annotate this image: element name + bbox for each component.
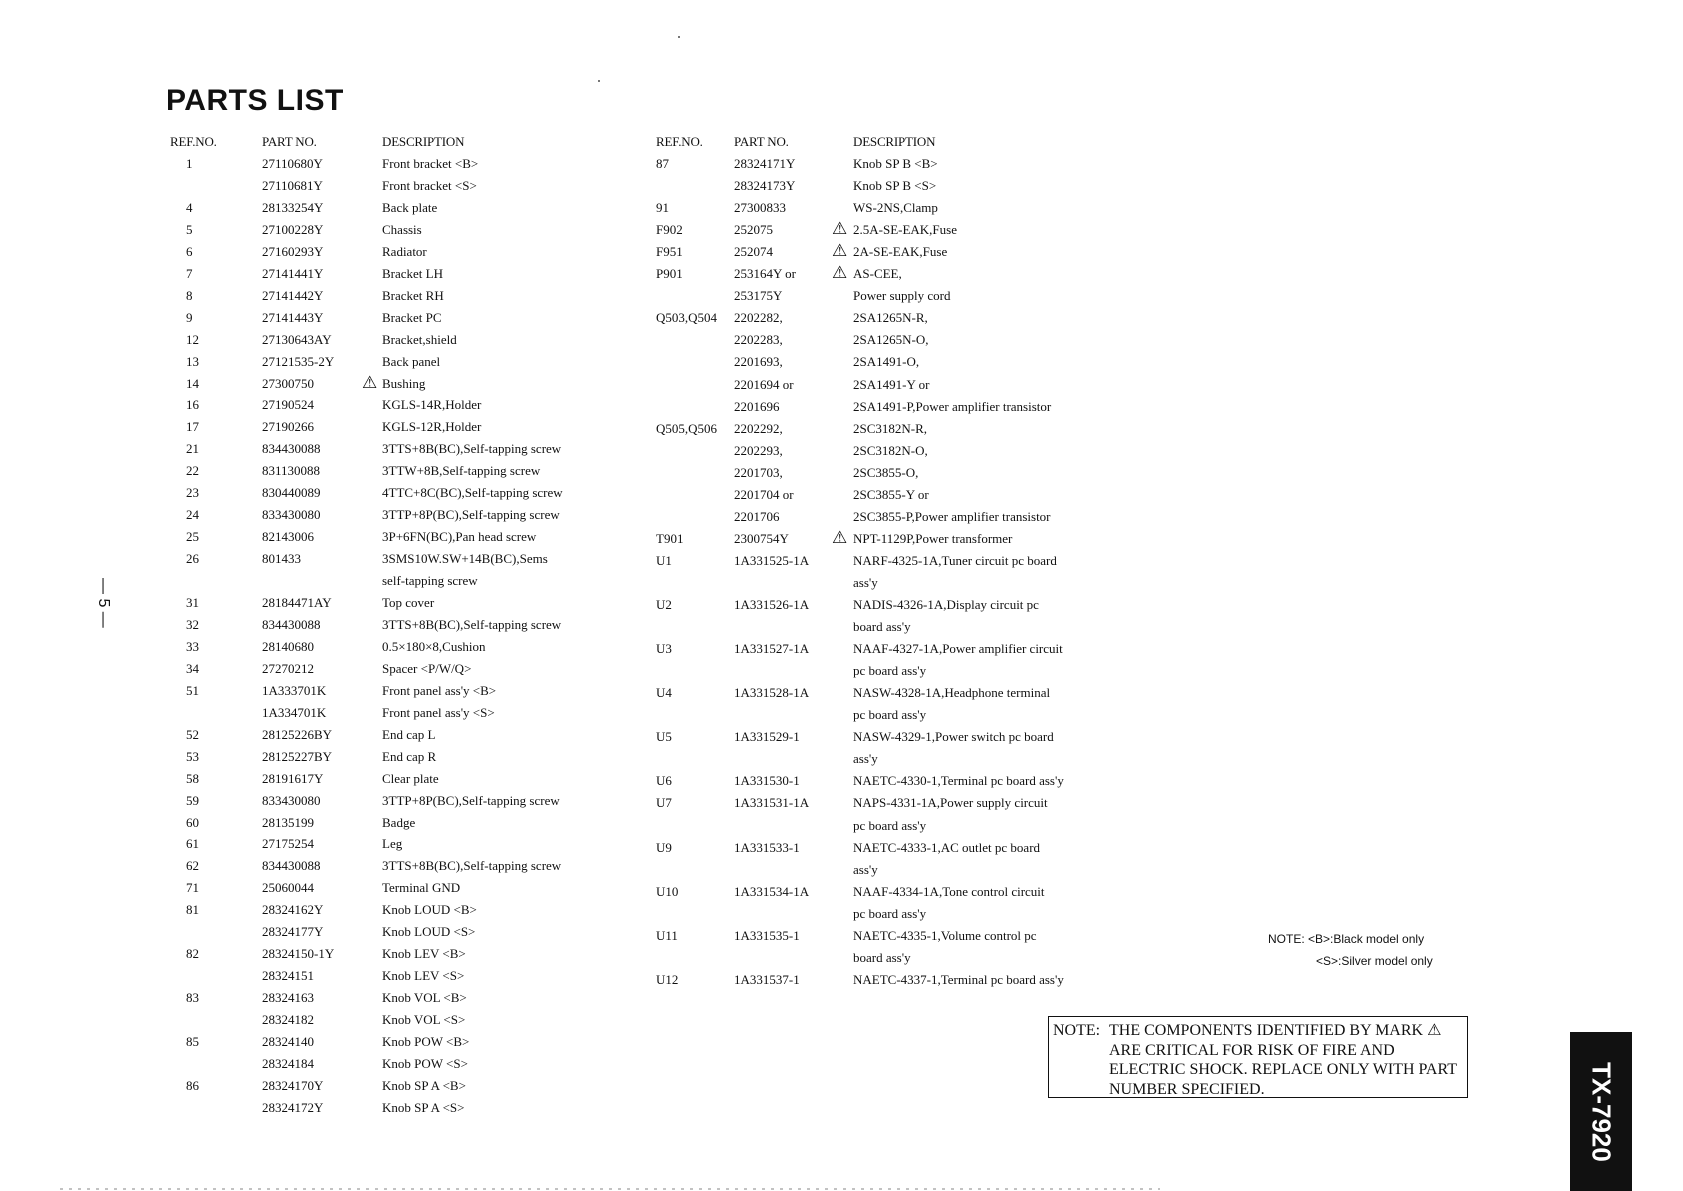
ref-no: 22: [186, 463, 199, 479]
description: Front panel ass'y <B>: [382, 682, 497, 698]
description: Power supply cord: [853, 288, 951, 304]
part-no: 2201706: [734, 508, 780, 524]
description: Leg: [382, 836, 403, 852]
model-note-silver: <S>:Silver model only: [1316, 954, 1433, 968]
part-no: 28324140: [262, 1034, 314, 1049]
part-no: 1A331535-1: [734, 927, 800, 943]
description: Knob SP A <S>: [382, 1099, 465, 1115]
description: Top cover: [382, 595, 435, 610]
description: 2SC3182N-O,: [853, 442, 928, 458]
ref-no: 58: [186, 770, 199, 786]
ref-no: 16: [186, 397, 199, 413]
part-no: 27190524: [262, 397, 314, 413]
warning-triangle-icon: ⚠: [832, 241, 848, 261]
header-ref-no: REF.NO.: [170, 134, 217, 149]
ref-no: 8: [186, 287, 193, 303]
part-no: 834430088: [262, 441, 321, 457]
description: Knob LOUD <B>: [382, 902, 477, 918]
part-no: 82143006: [262, 529, 314, 545]
ref-no: 13: [186, 353, 199, 369]
ref-no: 1: [186, 156, 193, 171]
scan-artifact: [60, 1188, 1160, 1190]
model-note-black: NOTE: <B>:Black model only: [1268, 932, 1425, 946]
warning-triangle-icon: ⚠: [832, 219, 848, 239]
part-no: 28125226BY: [262, 726, 333, 742]
description: Knob LEV <B>: [382, 946, 466, 962]
part-no: 28324162Y: [262, 902, 324, 918]
ref-no: 34: [186, 660, 199, 676]
description: 2SC3182N-R,: [853, 420, 928, 436]
part-no: 2202283,: [734, 332, 783, 348]
part-no: 28324172Y: [262, 1099, 324, 1115]
part-no: 28324150-1Y: [262, 946, 335, 962]
description: Knob SP A <B>: [382, 1077, 466, 1093]
part-no: 27100228Y: [262, 221, 324, 237]
description: NAETC-4333-1,AC outlet pc board: [853, 839, 1041, 855]
description: 2SA1491-P,Power amplifier transistor: [853, 398, 1052, 414]
warning-triangle-icon: ⚠: [832, 527, 848, 547]
part-no: 27175254: [262, 836, 314, 852]
part-no: 28324151: [262, 968, 314, 984]
description: 3P+6FN(BC),Pan head screw: [382, 529, 537, 545]
ref-no: U1: [656, 552, 672, 568]
part-no: 28324173Y: [734, 178, 796, 194]
part-no: 28324170Y: [262, 1077, 324, 1093]
part-no: 28184471AY: [262, 595, 332, 610]
part-no: 27110680Y: [262, 156, 323, 171]
description: Front bracket <B>: [382, 156, 479, 171]
description: NAAF-4334-1A,Tone control circuit: [853, 883, 1045, 899]
ref-no: 86: [186, 1077, 199, 1093]
description: NADIS-4326-1A,Display circuit pc: [853, 597, 1039, 612]
part-no: 27141442Y: [262, 287, 324, 303]
ref-no: U7: [656, 795, 672, 811]
ref-no: 60: [186, 814, 199, 830]
part-no: 27121535-2Y: [262, 353, 335, 369]
description: NAETC-4335-1,Volume control pc: [853, 927, 1037, 943]
description: 3TTS+8B(BC),Self-tapping screw: [382, 858, 562, 874]
part-no: 27110681Y: [262, 177, 323, 193]
part-no: 833430080: [262, 792, 321, 808]
safety-warning-box: [1048, 1016, 1468, 1098]
ref-no: 81: [186, 902, 199, 918]
ref-no: 23: [186, 485, 199, 501]
ref-no: P901: [656, 266, 683, 282]
description: pc board ass'y: [853, 707, 927, 723]
description: NAETC-4330-1,Terminal pc board ass'y: [853, 773, 1064, 789]
part-no: 252074: [734, 244, 773, 260]
part-no: 253175Y: [734, 288, 783, 304]
part-no: 253164Y or: [734, 266, 796, 282]
part-no: 25060044: [262, 880, 314, 896]
part-no: 831130088: [262, 463, 321, 479]
description: NASW-4329-1,Power switch pc board: [853, 729, 1054, 745]
ref-no: U9: [656, 839, 672, 855]
part-no: 2201693,: [734, 354, 783, 370]
ref-no: 5: [186, 221, 193, 237]
description: 3TTP+8P(BC),Self-tapping screw: [382, 507, 560, 523]
page-number: — 5 —: [95, 578, 112, 628]
description: ass'y: [853, 861, 878, 877]
part-no: 2201703,: [734, 464, 783, 480]
description: Bracket LH: [382, 265, 444, 281]
description: Badge: [382, 814, 416, 830]
part-no: 2300754Y: [734, 530, 789, 546]
description: Radiator: [382, 243, 427, 259]
description: 3SMS10W.SW+14B(BC),Sems: [382, 551, 548, 567]
ref-no: F902: [656, 222, 683, 238]
part-no: 28324163: [262, 990, 314, 1006]
description: 2SC3855-P,Power amplifier transistor: [853, 508, 1051, 524]
part-no: 28324171Y: [734, 156, 796, 171]
part-no: 27130643AY: [262, 331, 332, 347]
part-no: 27141441Y: [262, 265, 324, 281]
ref-no: 4: [186, 199, 193, 215]
model-tab: [1570, 1032, 1632, 1191]
description: Knob SP B <S>: [853, 178, 937, 194]
part-no: 1A334701K: [262, 704, 327, 720]
description: pc board ass'y: [853, 905, 927, 921]
part-no: 28324182: [262, 1012, 314, 1028]
description: NAETC-4337-1,Terminal pc board ass'y: [853, 971, 1064, 987]
description: Bracket PC: [382, 309, 442, 325]
description: pc board ass'y: [853, 663, 927, 679]
part-no: 28140680: [262, 638, 314, 654]
part-no: 252075: [734, 222, 773, 238]
ref-no: 83: [186, 990, 199, 1006]
part-no: 27300833: [734, 200, 786, 216]
part-no: 27160293Y: [262, 243, 324, 259]
description: Knob SP B <B>: [853, 156, 938, 171]
description: 3TTW+8B,Self-tapping screw: [382, 463, 541, 479]
ref-no: U11: [656, 927, 678, 943]
part-no: 801433: [262, 551, 301, 567]
description: Bushing: [382, 375, 426, 391]
description: 3TTP+8P(BC),Self-tapping screw: [382, 792, 560, 808]
part-no: 2201696: [734, 398, 780, 414]
part-no: 1A331537-1: [734, 971, 800, 987]
ref-no: U4: [656, 685, 672, 701]
ref-no: 82: [186, 946, 199, 962]
header-part-no: PART NO.: [734, 134, 789, 149]
description: Knob LEV <S>: [382, 968, 465, 984]
description: Front bracket <S>: [382, 177, 477, 193]
ref-no: U12: [656, 971, 679, 987]
description: self-tapping screw: [382, 573, 478, 589]
part-no: 834430088: [262, 858, 321, 874]
description: NARF-4325-1A,Tuner circuit pc board: [853, 552, 1057, 568]
description: Front panel ass'y <S>: [382, 704, 495, 720]
ref-no: 71: [186, 880, 199, 896]
description: NASW-4328-1A,Headphone terminal: [853, 685, 1051, 701]
header-description: DESCRIPTION: [853, 134, 936, 149]
page-title: PARTS LIST: [166, 84, 344, 117]
part-no: 27270212: [262, 660, 314, 676]
description: End cap L: [382, 726, 436, 742]
description: NAAF-4327-1A,Power amplifier circuit: [853, 641, 1063, 657]
ref-no: 31: [186, 595, 199, 610]
description: 2SA1265N-O,: [853, 332, 929, 348]
ref-no: 32: [186, 616, 199, 632]
ref-no: U2: [656, 597, 672, 612]
ref-no: 17: [186, 419, 199, 435]
part-no: 28133254Y: [262, 199, 324, 215]
ref-no: T901: [656, 530, 684, 546]
part-no: 2202292,: [734, 420, 783, 436]
ref-no: 61: [186, 836, 199, 852]
ref-no: 24: [186, 507, 199, 523]
description: 2SA1491-Y or: [853, 376, 930, 392]
part-no: 27141443Y: [262, 309, 324, 325]
ref-no: 33: [186, 638, 199, 654]
description: End cap R: [382, 748, 437, 764]
part-no: 2201704 or: [734, 486, 794, 502]
ref-no: Q503,Q504: [656, 310, 718, 326]
description: AS-CEE,: [853, 266, 902, 282]
description: Knob VOL <S>: [382, 1012, 466, 1028]
description: Clear plate: [382, 770, 439, 786]
ref-no: 6: [186, 243, 193, 259]
ref-no: F951: [656, 244, 683, 260]
part-no: 27190266: [262, 419, 314, 435]
description: Chassis: [382, 221, 422, 237]
part-no: 1A331530-1: [734, 773, 800, 789]
ref-no: U5: [656, 729, 672, 745]
part-no: 1A331525-1A: [734, 552, 810, 568]
description: 0.5×180×8,Cushion: [382, 638, 486, 654]
part-no: 1A331528-1A: [734, 685, 810, 701]
part-no: 1A331527-1A: [734, 641, 810, 657]
description: NAPS-4331-1A,Power supply circuit: [853, 795, 1048, 811]
warning-label: NOTE:: [1053, 1022, 1101, 1039]
description: Back panel: [382, 353, 441, 369]
part-no: 1A331531-1A: [734, 795, 810, 811]
ref-no: 87: [656, 156, 669, 171]
part-no: 834430088: [262, 616, 321, 632]
description: Knob POW <S>: [382, 1055, 468, 1071]
description: 2A-SE-EAK,Fuse: [853, 244, 948, 260]
description: Terminal GND: [382, 880, 461, 896]
description: pc board ass'y: [853, 817, 927, 833]
description: WS-2NS,Clamp: [853, 200, 938, 216]
description: 4TTC+8C(BC),Self-tapping screw: [382, 485, 563, 501]
ref-no: 59: [186, 792, 199, 808]
description: NPT-1129P,Power transformer: [853, 530, 1013, 546]
part-no: 28191617Y: [262, 770, 324, 786]
ref-no: 21: [186, 441, 199, 457]
description: board ass'y: [853, 949, 911, 965]
description: board ass'y: [853, 619, 911, 635]
description: Spacer <P/W/Q>: [382, 660, 472, 676]
part-no: 28125227BY: [262, 748, 333, 764]
description: Knob POW <B>: [382, 1034, 470, 1049]
part-no: 1A331534-1A: [734, 883, 810, 899]
part-no: 2202282,: [734, 310, 783, 326]
ref-no: 62: [186, 858, 199, 874]
ref-no: U10: [656, 883, 679, 899]
ref-no: 12: [186, 331, 199, 347]
ref-no: U6: [656, 773, 672, 789]
warning-triangle-icon: ⚠: [832, 263, 848, 283]
part-no: 28135199: [262, 814, 314, 830]
description: 2SC3855-O,: [853, 464, 919, 480]
part-no: 1A331526-1A: [734, 597, 810, 612]
header-description: DESCRIPTION: [382, 134, 465, 149]
description: Knob LOUD <S>: [382, 924, 476, 940]
warning-text: THE COMPONENTS IDENTIFIED BY MARK ⚠ ARE CRITICAL FOR RISK OF FIRE AND ELECTRIC SHOCK. REPLACE ONLY WITH PART NUMBER SPECIFIED.: [1109, 1022, 1457, 1098]
description: 2SA1265N-R,: [853, 310, 928, 326]
ref-no: 85: [186, 1034, 199, 1049]
description: ass'y: [853, 574, 878, 590]
part-no: 1A331533-1: [734, 839, 800, 855]
part-no: 28324184: [262, 1055, 314, 1071]
part-no: 2202293,: [734, 442, 783, 458]
description: 3TTS+8B(BC),Self-tapping screw: [382, 441, 562, 457]
model-name: TX-7920: [1586, 1061, 1617, 1162]
warning-triangle-icon: ⚠: [362, 372, 378, 392]
ref-no: 91: [656, 200, 669, 216]
description: 2SA1491-O,: [853, 354, 920, 370]
ref-no: Q505,Q506: [656, 420, 718, 436]
ref-no: 9: [186, 309, 193, 325]
model-note: [1268, 932, 1433, 976]
part-no: 1A331529-1: [734, 729, 800, 745]
part-no: 1A333701K: [262, 682, 327, 698]
ref-no: 52: [186, 726, 199, 742]
description: Back plate: [382, 199, 438, 215]
description: KGLS-12R,Holder: [382, 419, 482, 435]
header-part-no: PART NO.: [262, 134, 317, 149]
ref-no: 53: [186, 748, 199, 764]
description: 2SC3855-Y or: [853, 486, 929, 502]
part-no: 27300750: [262, 375, 314, 391]
ref-no: 51: [186, 682, 199, 698]
description: KGLS-14R,Holder: [382, 397, 482, 413]
part-no: 28324177Y: [262, 924, 324, 940]
ref-no: 25: [186, 529, 199, 545]
part-no: 833430080: [262, 507, 321, 523]
description: Bracket,shield: [382, 331, 457, 347]
ref-no: 7: [186, 265, 193, 281]
description: 3TTS+8B(BC),Self-tapping screw: [382, 616, 562, 632]
description: 2.5A-SE-EAK,Fuse: [853, 222, 957, 238]
ref-no: U3: [656, 641, 672, 657]
description: Knob VOL <B>: [382, 990, 467, 1006]
description: Bracket RH: [382, 287, 444, 303]
ref-no: 26: [186, 551, 199, 567]
description: ass'y: [853, 751, 878, 767]
part-no: 2201694 or: [734, 376, 794, 392]
header-ref-no: REF.NO.: [656, 134, 703, 149]
part-no: 830440089: [262, 485, 321, 501]
ref-no: 14: [186, 375, 199, 391]
